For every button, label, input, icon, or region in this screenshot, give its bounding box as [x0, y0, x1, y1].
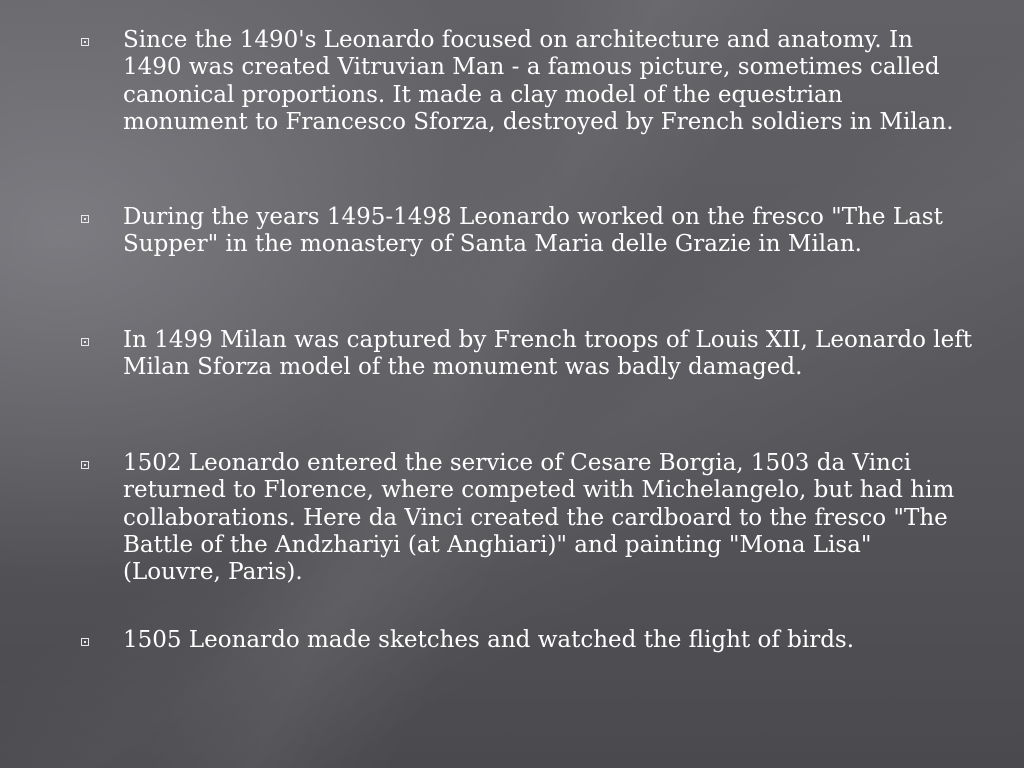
bullet-text: 1502 Leonardo entered the service of Cesare Borgia, 1503 da Vinci returned to Florence, where competed with Michelangelo, but had him collaborations. Here da Vinci created the cardboard to the fresco "The Battle of the Andzhariyi (at Anghiari)" and painting "Mona Lisa" (Louvre, Paris).	[123, 450, 955, 586]
square-bullet-icon	[81, 461, 89, 469]
bullet-text: In 1499 Milan was captured by French troops of Louis XII, Leonardo left Milan Sforza model of the monument was badly damaged.	[123, 327, 972, 381]
bullet-text: During the years 1495-1498 Leonardo worked on the fresco "The Last Supper" in the monastery of Santa Maria delle Grazie in Milan.	[123, 204, 943, 258]
bullet-text: Since the 1490's Leonardo focused on architecture and anatomy. In 1490 was created Vitruvian Man - a famous picture, sometimes called canonical proportions. It made a clay model of the equestrian monument to Francesco Sforza, destroyed by French soldiers in Milan.	[123, 27, 954, 135]
square-bullet-icon	[81, 338, 89, 346]
square-bullet-icon	[81, 215, 89, 223]
square-bullet-icon	[81, 638, 89, 646]
bullet-text: 1505 Leonardo made sketches and watched the flight of birds.	[123, 627, 855, 653]
square-bullet-icon	[81, 38, 89, 46]
